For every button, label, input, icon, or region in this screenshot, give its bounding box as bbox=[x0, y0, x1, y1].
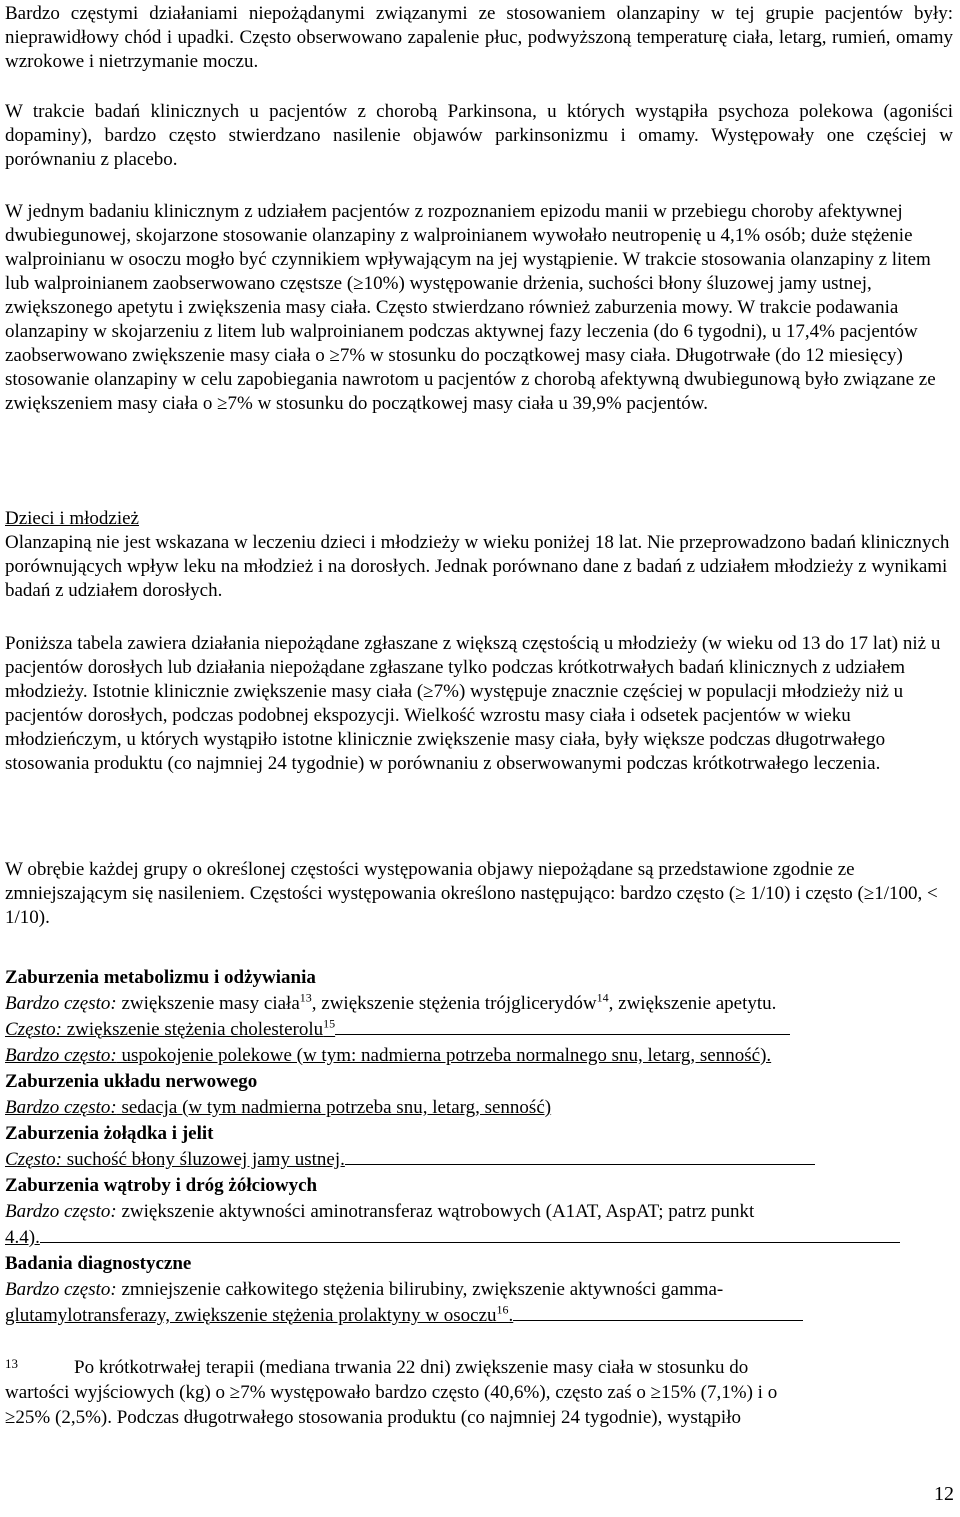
frequency-label: Często: bbox=[5, 1149, 62, 1170]
psychiatric-very-common: Bardzo często: uspokojenie polekowe (w tym: nadmierna potrzeba normalnego snu, letarg, senność). bbox=[5, 1045, 772, 1066]
soc-heading-investigations: Badania diagnostyczne bbox=[5, 1253, 192, 1274]
frequency-label: Często: bbox=[5, 1019, 62, 1040]
soc-heading-hepatobiliary: Zaburzenia wątroby i dróg żółciowych bbox=[5, 1175, 318, 1196]
paragraph-frequency-definitions: W obrębie każdej grupy o określonej częstości występowania objawy niepożądane są przedstawione zgodnie ze zmniejszającym się nasileniem. Częstości występowania określono następująco: bardzo często (≥ 1/10) i często (≥1/100, < 1/10). bbox=[5, 859, 938, 928]
paragraph-elderly-parkinson-intro: Bardzo częstymi działaniami niepożądanymi związanymi ze stosowaniem olanzapiny w tej grupie pacjentów były: nieprawidłowy chód i upadki. Często obserwowano zapalenie płuc, podwyższoną temperaturę ciała, letarg, rumień, omamy wzrokowe i nietrzymanie moczu. bbox=[5, 3, 953, 72]
frequency-label: Bardzo często: bbox=[5, 1045, 117, 1066]
paragraph-parkinson-trials: W trakcie badań klinicznych u pacjentów z chorobą Parkinsona, u których wystąpiła psychoza polekowa (agoniści dopaminy), bardzo często stwierdzano nasilenie objawów parkinsonizmu i omamy. Występowały one częściej w porównaniu z placebo. bbox=[5, 101, 953, 170]
footnote-line2: wartości wyjściowych (kg) o ≥7% występowało bardzo często (40,6%), często zaś o ≥15% (7,1%) i o bbox=[5, 1382, 778, 1403]
footnote-ref: 13 bbox=[299, 990, 312, 1005]
investigations-very-common-line2: glutamylotransferazy, zwiększenie stężenia prolaktyny w osoczu$^{16}$. bbox=[5, 1303, 953, 1329]
frequency-label: Bardzo często: bbox=[5, 1097, 117, 1118]
underline-fill bbox=[335, 1033, 790, 1035]
soc-heading-metabolism: Zaburzenia metabolizmu i odżywiania bbox=[5, 967, 316, 988]
footnote-number: 13 bbox=[5, 1356, 18, 1371]
footnote-13 bbox=[5, 1355, 953, 1430]
section-children-adolescents bbox=[5, 507, 953, 603]
underline-fill bbox=[345, 1163, 815, 1165]
soc-heading-gastrointestinal: Zaburzenia żołądka i jelit bbox=[5, 1123, 214, 1144]
investigations-very-common-line1: Bardzo często: zmniejszenie całkowitego stężenia bilirubiny, zwiększenie aktywności gamma- bbox=[5, 1279, 724, 1300]
frequency-label: Bardzo często: bbox=[5, 1201, 117, 1222]
adverse-reactions-list bbox=[5, 965, 953, 1329]
soc-heading-nervous-system: Zaburzenia układu nerwowego bbox=[5, 1071, 258, 1092]
footnote-line1: $^{13}$ Po krótkotrwałej terapii (mediana trwania 22 dni) zwiększenie masy ciała w stosunku do bbox=[5, 1356, 749, 1378]
underline-fill bbox=[40, 1241, 900, 1243]
footnote-ref: 15 bbox=[323, 1016, 336, 1031]
paragraph-bipolar-combination: W jednym badaniu klinicznym z udziałem pacjentów z rozpoznaniem epizodu manii w przebiegu choroby afektywnej dwubiegunowej, skojarzone stosowanie olanzapiny z walproinianem wywołało neutropenię u 4,1% osób; duże stężenie walproinianu w osoczu mogło być czynnikiem wpływającym na jej wystąpienie. W trakcie stosowania olanzapiny z litem lub walproinianem zaobserwowano częstsze (≥10%) występowanie drżenia, suchości błony śluzowej jamy ustnej, zwiększonego apetytu i zwiększenia masy ciała. Często stwierdzano również zaburzenia mowy. W trakcie podawania olanzapiny w skojarzeniu z litem lub walproinianem podczas aktywnej fazy leczenia (do 6 tygodni), u 17,4% pacjentów zaobserwowano zwiększenie masy ciała o ≥7% w stosunku do początkowej masy ciała. Długotrwałe (do 12 miesięcy) stosowanie olanzapiny w celu zapobiegania nawrotom u pacjentów z chorobą afektywną dwubiegunową było związane ze zwiększeniem masy ciała o ≥7% w stosunku do początkowej masy ciała u 39,9% pacjentów. bbox=[5, 201, 936, 414]
metabolism-very-common: Bardzo często: zwiększenie masy ciała$^{13}$, zwiększenie stężenia trójglicerydów$^{14}$, zwiększenie apetytu. bbox=[5, 990, 777, 1014]
paragraph-children-intro: Olanzapiną nie jest wskazana w leczeniu dzieci i młodzieży w wieku poniżej 18 lat. Nie przeprowadzono badań klinicznych porównujących wpływ leku na młodzież i na dorosłych. Jednak porównano dane z badań z udziałem młodzieży z wynikami badań z udziałem dorosłych. bbox=[5, 532, 950, 601]
hepatobiliary-very-common-line2: 4.4). bbox=[5, 1225, 953, 1251]
metabolism-common: Często: zwiększenie stężenia cholesterolu$^{15}$ bbox=[5, 1017, 953, 1043]
underline-fill bbox=[513, 1319, 803, 1321]
section-heading-children: Dzieci i młodzież bbox=[5, 508, 139, 529]
gastrointestinal-common: Często: suchość błony śluzowej jamy ustnej. bbox=[5, 1147, 953, 1173]
footnote-line3: ≥25% (2,5%). Podczas długotrwałego stosowania produktu (co najmniej 24 tygodnie), wystąpiło bbox=[5, 1407, 741, 1428]
page-number: 12 bbox=[934, 1483, 954, 1505]
nervous-very-common: Bardzo często: sedacja (w tym nadmierna potrzeba snu, letarg, senność) bbox=[5, 1097, 552, 1118]
frequency-label: Bardzo często: bbox=[5, 993, 117, 1014]
footnote-ref: 16 bbox=[496, 1302, 509, 1317]
paragraph-adolescent-table-intro: Poniższa tabela zawiera działania niepożądane zgłaszane z większą częstością u młodzieży (w wieku od 13 do 17 lat) niż u pacjentów dorosłych lub działania niepożądane zgłaszane tylko podczas krótkotrwałych badań klinicznych z udziałem młodzieży. Istotnie klinicznie zwiększenie masy ciała (≥7%) występuje znacznie częściej w populacji młodzieży niż u pacjentów dorosłych, podczas podobnej ekspozycji. Wielkość wzrostu masy ciała i odsetek pacjentów w wieku młodzieńczym, u których wystąpiło istotne klinicznie zwiększenie masy ciała, były większe podczas długotrwałego stosowania produktu (co najmniej 24 tygodnie) w porównaniu z obserwowanymi podczas krótkotrwałego leczenia. bbox=[5, 633, 941, 774]
frequency-label: Bardzo często: bbox=[5, 1279, 117, 1300]
hepatobiliary-very-common-line1: Bardzo często: zwiększenie aktywności aminotransferaz wątrobowych (A1AT, AspAT; patrz punkt bbox=[5, 1201, 755, 1222]
footnote-ref: 14 bbox=[596, 990, 609, 1005]
